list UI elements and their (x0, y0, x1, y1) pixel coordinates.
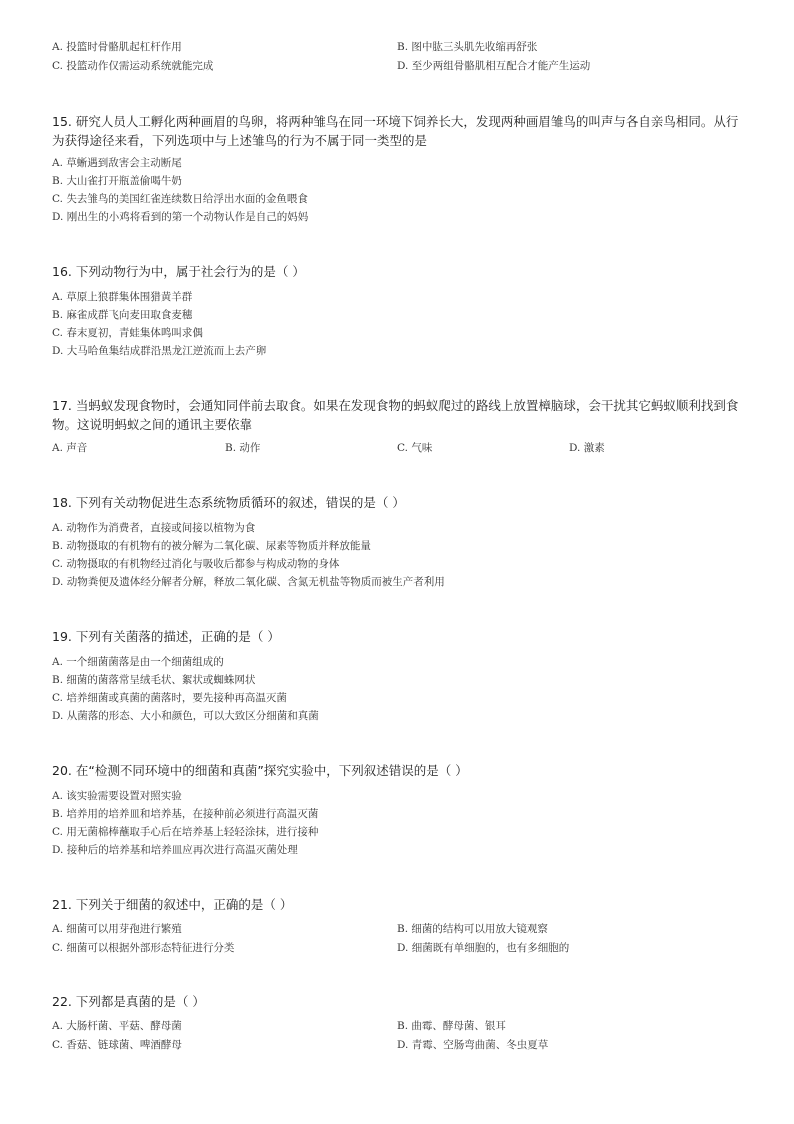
question-16-option-b: B. 麻雀成群飞向麦田取食麦穗 (52, 309, 193, 321)
question-20-option-d: D. 接种后的培养基和培养皿应再次进行高温灭菌处理 (52, 844, 298, 856)
option-c: C. 投篮动作仅需运动系统就能完成 (52, 60, 214, 72)
question-19-option-d: D. 从菌落的形态、大小和颜色，可以大致区分细菌和真菌 (52, 710, 319, 722)
question-20-option-c: C. 用无菌棉棒蘸取手心后在培养基上轻轻涂抹，进行接种 (52, 826, 319, 838)
question-15-option-c: C. 失去雏鸟的美国红雀连续数日给浮出水面的金鱼喂食 (52, 193, 308, 205)
question-16-stem: 16. 下列动物行为中，属于社会行为的是（ ） (52, 264, 305, 279)
question-18-stem: 18. 下列有关动物促进生态系统物质循环的叙述，错误的是（ ） (52, 495, 405, 510)
option-a: A. 投篮时骨骼肌起杠杆作用 (52, 41, 182, 53)
question-17-option-a: A. 声音 (52, 442, 88, 454)
question-20-option-b: B. 培养用的培养皿和培养基，在接种前必须进行高温灭菌 (52, 808, 319, 820)
question-16-option-c: C. 春末夏初，青蛙集体鸣叫求偶 (52, 327, 203, 339)
question-20-stem: 20. 在“检测不同环境中的细菌和真菌”探究实验中，下列叙述错误的是（ ） (52, 763, 468, 778)
question-21-option-b: B. 细菌的结构可以用放大镜观察 (397, 923, 548, 935)
question-21-stem: 21. 下列关于细菌的叙述中，正确的是（ ） (52, 897, 293, 912)
option-b: B. 图中肱三头肌先收缩再舒张 (397, 41, 538, 53)
question-17-option-c: C. 气味 (397, 442, 433, 454)
question-18-option-d: D. 动物粪便及遗体经分解者分解，释放二氧化碳、含氮无机盐等物质而被生产者利用 (52, 576, 445, 588)
question-20-option-a: A. 该实验需要设置对照实验 (52, 790, 182, 802)
question-22-stem: 22. 下列都是真菌的是（ ） (52, 994, 205, 1009)
question-18-option-b: B. 动物摄取的有机物有的被分解为二氧化碳、尿素等物质并释放能量 (52, 540, 371, 552)
question-16-option-d: D. 大马哈鱼集结成群沿黑龙江逆流而上去产卵 (52, 345, 267, 357)
question-21-option-c: C. 细菌可以根据外部形态特征进行分类 (52, 942, 235, 954)
question-19-option-c: C. 培养细菌或真菌的菌落时，要先接种再高温灭菌 (52, 692, 287, 704)
question-19-option-a: A. 一个细菌菌落是由一个细菌组成的 (52, 656, 224, 668)
question-15-stem: 15. 研究人员人工孵化两种画眉的鸟卵，将两种雏鸟在同一环境下饲养长大，发现两种画眉雏鸟的叫声与各自亲鸟相同。从行为获得途径来看，下列选项中与上述雏鸟的行为不属于同一类型的是 (52, 114, 739, 148)
question-16-option-a: A. 草原上狼群集体围猎黄羊群 (52, 291, 193, 303)
question-17-option-d: D. 激素 (569, 442, 605, 454)
question-22-option-b: B. 曲霉、酵母菌、银耳 (397, 1020, 506, 1032)
question-21-option-d: D. 细菌既有单细胞的，也有多细胞的 (397, 942, 570, 954)
question-19-option-b: B. 细菌的菌落常呈绒毛状、絮状或蜘蛛网状 (52, 674, 256, 686)
question-18-option-c: C. 动物摄取的有机物经过消化与吸收后都参与构成动物的身体 (52, 558, 340, 570)
question-19-stem: 19. 下列有关菌落的描述，正确的是（ ） (52, 629, 280, 644)
question-22-option-a: A. 大肠杆菌、平菇、酵母菌 (52, 1020, 182, 1032)
question-17-option-b: B. 动作 (225, 442, 261, 454)
question-15-option-b: B. 大山雀打开瓶盖偷喝牛奶 (52, 175, 182, 187)
option-d: D. 至少两组骨骼肌相互配合才能产生运动 (397, 60, 591, 72)
question-21-option-a: A. 细菌可以用芽孢进行繁殖 (52, 923, 182, 935)
question-22-option-d: D. 青霉、空肠弯曲菌、冬虫夏草 (397, 1039, 549, 1051)
question-17-stem: 17. 当蚂蚁发现食物时，会通知同伴前去取食。如果在发现食物的蚂蚁爬过的路线上放置樟脑球，会干扰其它蚂蚁顺利找到食物。这说明蚂蚁之间的通讯主要依靠 (52, 398, 739, 432)
question-18-option-a: A. 动物作为消费者，直接或间接以植物为食 (52, 522, 256, 534)
question-15-option-a: A. 草蜥遇到敌害会主动断尾 (52, 157, 182, 169)
question-22-option-c: C. 香菇、链球菌、啤酒酵母 (52, 1039, 182, 1051)
question-15-option-d: D. 刚出生的小鸡将看到的第一个动物认作是自己的妈妈 (52, 211, 309, 223)
